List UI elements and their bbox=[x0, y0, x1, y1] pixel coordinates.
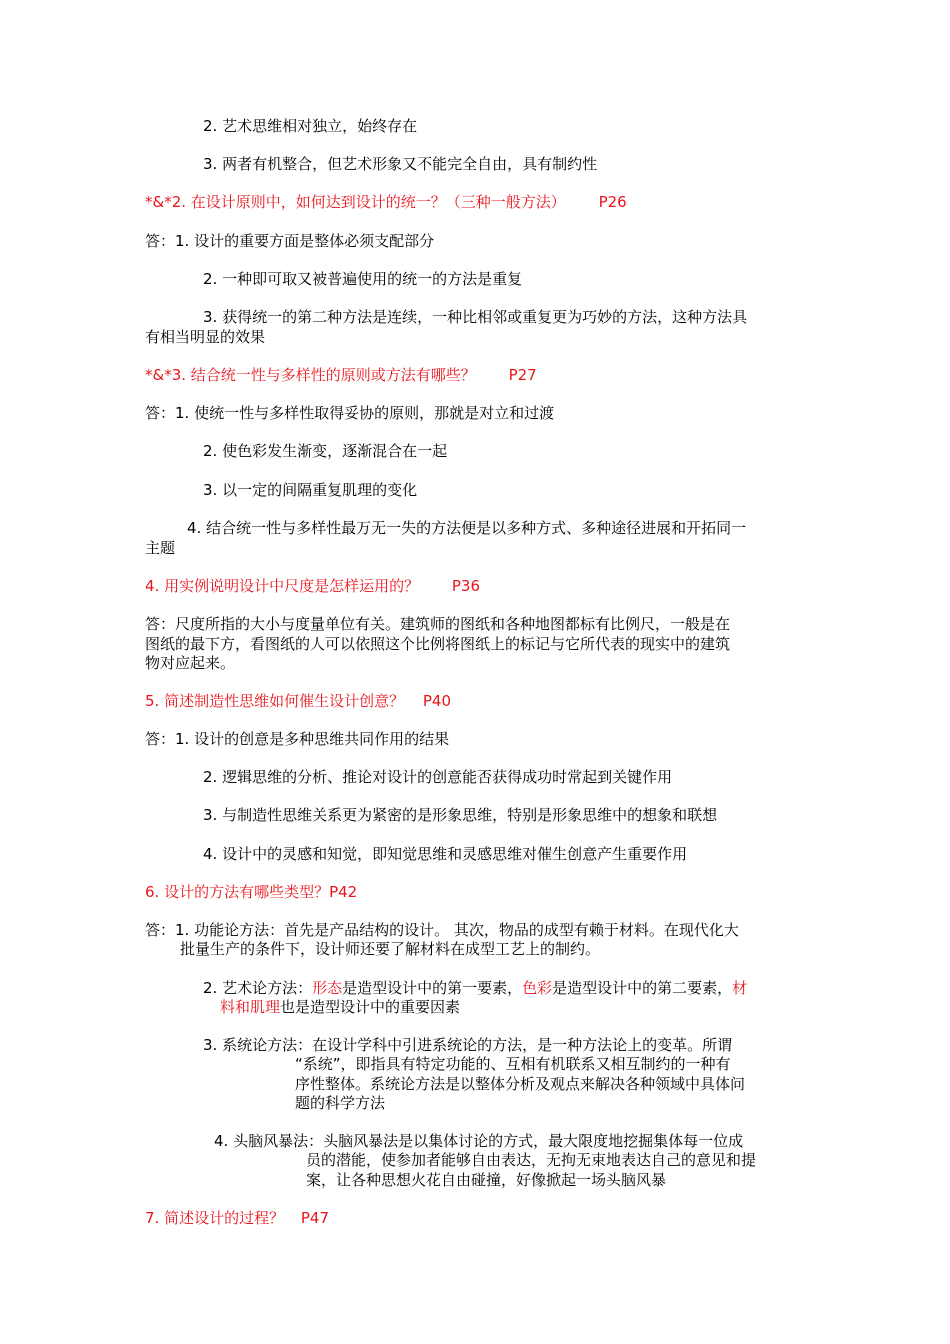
answer-line: “系统”，即指具有特定功能的、互相有机联系又相互制约的一种有 bbox=[295, 1055, 731, 1073]
answer-line: 答：1. 设计的重要方面是整体必须支配部分 bbox=[145, 232, 435, 250]
answer-line: 答：1. 使统一性与多样性取得妥协的原则，那就是对立和过渡 bbox=[145, 404, 555, 422]
page-ref: P36 bbox=[451, 577, 481, 595]
answer-line: 2. 艺术思维相对独立，始终存在 bbox=[203, 117, 418, 135]
question-heading bbox=[145, 692, 451, 711]
answer-line: 3. 两者有机整合，但艺术形象又不能完全自由，具有制约性 bbox=[203, 155, 598, 173]
answer-line: 3. 系统论方法：在设计学科中引进系统论的方法，是一种方法论上的变革。所谓 bbox=[203, 1036, 733, 1054]
answer-line: 2. 使色彩发生渐变，逐渐混合在一起 bbox=[203, 442, 448, 460]
highlight-term: 材 bbox=[732, 979, 748, 997]
answer-line: 题的科学方法 bbox=[295, 1094, 386, 1112]
page-ref: P27 bbox=[508, 366, 537, 384]
answer-line: 批量生产的条件下，设计师还要了解材料在成型工艺上的制约。 bbox=[180, 940, 601, 958]
answer-text: 2. 艺术论方法： bbox=[203, 979, 313, 997]
question-heading bbox=[145, 577, 480, 596]
answer-line: 3. 以一定的间隔重复肌理的变化 bbox=[203, 481, 418, 499]
answer-text: 也是造型设计中的重要因素 bbox=[280, 998, 461, 1016]
answer-line: 2. 逻辑思维的分析、推论对设计的创意能否获得成功时常起到关键作用 bbox=[203, 768, 673, 786]
answer-line: 3. 获得统一的第二种方法是连续，一种比相邻或重复更为巧妙的方法，这种方法具 bbox=[203, 308, 748, 326]
highlight-term: 料和肌理 bbox=[220, 998, 281, 1016]
answer-line: 案，让各种思想火花自由碰撞，好像掀起一场头脑风暴 bbox=[306, 1171, 667, 1189]
question-text: *&*3. 结合统一性与多样性的原则或方法有哪些？ bbox=[145, 366, 476, 384]
question-text: 7. 简述设计的过程？ bbox=[145, 1209, 285, 1227]
answer-line: 4. 头脑风暴法：头脑风暴法是以集体讨论的方式，最大限度地挖掘集体每一位成 bbox=[214, 1132, 744, 1150]
question-text: *&*2. 在设计原则中，如何达到设计的统一？（三种一般方法） bbox=[145, 193, 566, 211]
answer-line: 物对应起来。 bbox=[145, 654, 236, 672]
question-heading bbox=[145, 193, 627, 212]
question-text: 4. 用实例说明设计中尺度是怎样运用的？ bbox=[145, 577, 420, 595]
highlight-term: 色彩 bbox=[522, 979, 553, 997]
answer-line: 图纸的最下方，看图纸的人可以依照这个比例将图纸上的标记与它所代表的现实中的建筑 bbox=[145, 635, 731, 653]
answer-line: 2. 一种即可取又被普遍使用的统一的方法是重复 bbox=[203, 270, 523, 288]
answer-line: 主题 bbox=[145, 539, 176, 557]
answer-line: 3. 与制造性思维关系更为紧密的是形象思维，特别是形象思维中的想象和联想 bbox=[203, 806, 718, 824]
page-ref: P40 bbox=[422, 692, 452, 710]
question-heading: 6. 设计的方法有哪些类型？P42 bbox=[145, 883, 358, 901]
answer-line: 4. 设计中的灵感和知觉，即知觉思维和灵感思维对催生创意产生重要作用 bbox=[203, 845, 688, 863]
answer-line: 有相当明显的效果 bbox=[145, 328, 266, 346]
answer-line: 员的潜能，使参加者能够自由表达，无拘无束地表达自己的意见和提 bbox=[306, 1151, 757, 1169]
answer-line: 答：1. 设计的创意是多种思维共同作用的结果 bbox=[145, 730, 450, 748]
page-ref: P26 bbox=[598, 193, 627, 211]
question-heading bbox=[145, 366, 537, 385]
answer-line: 4. 结合统一性与多样性最万无一失的方法便是以多种方式、多种途径进展和开拓同一 bbox=[187, 519, 747, 537]
answer-line bbox=[203, 979, 747, 998]
answer-line: 答：尺度所指的大小与度量单位有关。建筑师的图纸和各种地图都标有比例尺，一般是在 bbox=[145, 615, 731, 633]
answer-line bbox=[220, 998, 460, 1017]
answer-line: 序性整体。系统论方法是以整体分析及观点来解决各种领域中具体问 bbox=[295, 1075, 746, 1093]
answer-text: 是造型设计中的第二要素， bbox=[552, 979, 733, 997]
highlight-term: 形态 bbox=[312, 979, 343, 997]
page-ref: P47 bbox=[300, 1209, 330, 1227]
answer-line: 答：1. 功能论方法：首先是产品结构的设计。 其次，物品的成型有赖于材料。在现代化大 bbox=[145, 921, 739, 939]
question-heading bbox=[145, 1209, 329, 1228]
question-text: 5. 简述制造性思维如何催生设计创意？ bbox=[145, 692, 405, 710]
answer-text: 是造型设计中的第一要素， bbox=[342, 979, 523, 997]
